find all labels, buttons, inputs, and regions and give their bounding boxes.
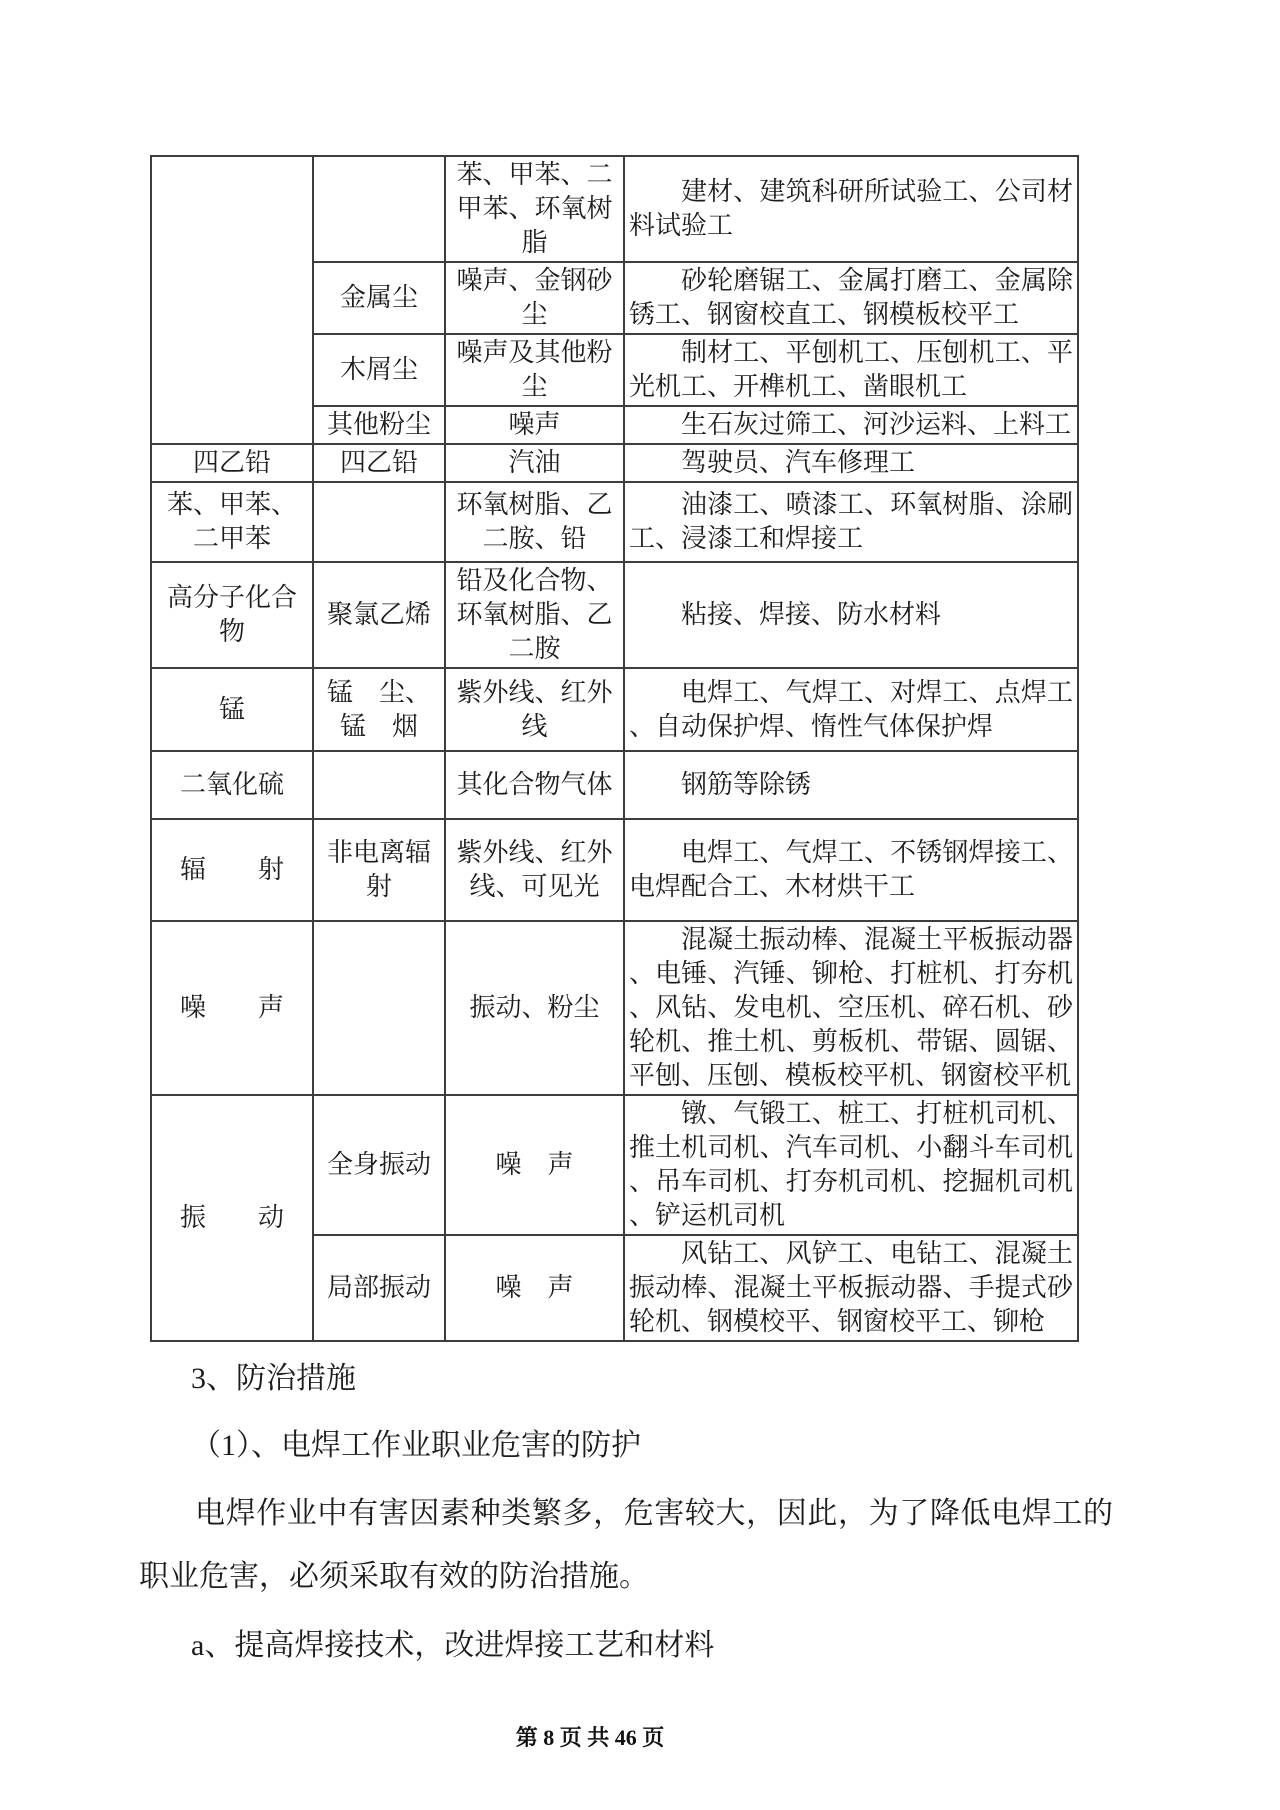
table-cell: 其他粉尘 — [313, 406, 445, 444]
table-cell: 聚氯乙烯 — [313, 562, 445, 668]
table-cell: 建材、建筑科研所试验工、公司材料试验工 — [624, 156, 1078, 262]
table-row — [151, 751, 1078, 819]
table-row — [151, 156, 1078, 262]
table-row — [151, 921, 1078, 1095]
table-row — [151, 1095, 1078, 1235]
paragraph-welding-hazards: 电焊作业中有害因素种类繁多，危害较大，因此，为了降低电焊工的职业危害，必须采取有效的防治措施。 — [139, 1497, 1113, 1593]
table-cell: 全身振动 — [313, 1095, 445, 1235]
table-cell: 电焊工、气焊工、不锈钢焊接工、电焊配合工、木材烘干工 — [624, 819, 1078, 921]
table-cell — [151, 156, 313, 444]
subsection-heading-welder-protection: （1）、电焊工作业职业危害的防护 — [191, 1429, 641, 1462]
table-cell: 辐 射 — [151, 819, 313, 921]
table-cell: 粘接、焊接、防水材料 — [624, 562, 1078, 668]
page-footer: 第 8 页 共 46 页 — [515, 1725, 665, 1750]
table-cell: 噪 声 — [445, 1095, 624, 1235]
table-cell: 四乙铅 — [151, 444, 313, 482]
table-cell: 振 动 — [151, 1095, 313, 1341]
table-cell: 噪 声 — [445, 1235, 624, 1341]
table-cell: 驾驶员、汽车修理工 — [624, 444, 1078, 482]
table-cell — [313, 921, 445, 1095]
table-cell: 铅及化合物、环氧树脂、乙二胺 — [445, 562, 624, 668]
occupational-hazard-table — [150, 155, 1079, 1342]
table-cell: 高分子化合物 — [151, 562, 313, 668]
table-cell: 生石灰过筛工、河沙运料、上料工 — [624, 406, 1078, 444]
table-row — [151, 819, 1078, 921]
table-cell: 四乙铅 — [313, 444, 445, 482]
table-cell: 风钻工、风铲工、电钻工、混凝土振动棒、混凝土平板振动器、手提式砂轮机、钢模校平、钢窗校平工、铆枪 — [624, 1235, 1078, 1341]
table-cell: 噪声及其他粉尘 — [445, 334, 624, 406]
table-cell: 紫外线、红外线 — [445, 668, 624, 751]
section-heading-prevention-measures: 3、防治措施 — [191, 1362, 356, 1395]
table-cell: 非电离辐射 — [313, 819, 445, 921]
table-cell: 噪声、金钢砂尘 — [445, 262, 624, 334]
table-row — [151, 668, 1078, 751]
table-cell: 制材工、平刨机工、压刨机工、平光机工、开榫机工、凿眼机工 — [624, 334, 1078, 406]
table-cell — [313, 482, 445, 562]
table-cell — [313, 751, 445, 819]
table-cell: 环氧树脂、乙二胺、铅 — [445, 482, 624, 562]
table-cell: 噪 声 — [151, 921, 313, 1095]
table-cell: 局部振动 — [313, 1235, 445, 1341]
table-row — [151, 482, 1078, 562]
table-cell: 噪声 — [445, 406, 624, 444]
table-row — [151, 562, 1078, 668]
table-cell: 金属尘 — [313, 262, 445, 334]
table-cell: 锰 尘、锰 烟 — [313, 668, 445, 751]
table-cell: 苯、甲苯、二甲苯、环氧树脂 — [445, 156, 624, 262]
table-cell: 其化合物气体 — [445, 751, 624, 819]
item-a-improve-welding: a、提高焊接技术，改进焊接工艺和材料 — [191, 1629, 715, 1662]
table-cell: 钢筋等除锈 — [624, 751, 1078, 819]
table-cell: 二氧化硫 — [151, 751, 313, 819]
table-row — [151, 444, 1078, 482]
body-text — [139, 1362, 1113, 1663]
table-cell: 木屑尘 — [313, 334, 445, 406]
table-cell: 镦、气锻工、桩工、打桩机司机、推土机司机、汽车司机、小翻斗车司机、吊车司机、打夯机司机、挖掘机司机、铲运机司机 — [624, 1095, 1078, 1235]
table-cell: 汽油 — [445, 444, 624, 482]
table-cell: 电焊工、气焊工、对焊工、点焊工、自动保护焊、惰性气体保护焊 — [624, 668, 1078, 751]
table-cell: 砂轮磨锯工、金属打磨工、金属除锈工、钢窗校直工、钢模板校平工 — [624, 262, 1078, 334]
table-cell: 混凝土振动棒、混凝土平板振动器、电锤、汽锤、铆枪、打桩机、打夯机、风钻、发电机、空压机、碎石机、砂轮机、推土机、剪板机、带锯、圆锯、平刨、压刨、模板校平机、钢窗校平机 — [624, 921, 1078, 1095]
table-cell: 油漆工、喷漆工、环氧树脂、涂刷工、浸漆工和焊接工 — [624, 482, 1078, 562]
table-cell: 锰 — [151, 668, 313, 751]
table-cell: 振动、粉尘 — [445, 921, 624, 1095]
table-cell — [313, 156, 445, 262]
table-cell: 紫外线、红外线、可见光 — [445, 819, 624, 921]
table-cell: 苯、甲苯、二甲苯 — [151, 482, 313, 562]
